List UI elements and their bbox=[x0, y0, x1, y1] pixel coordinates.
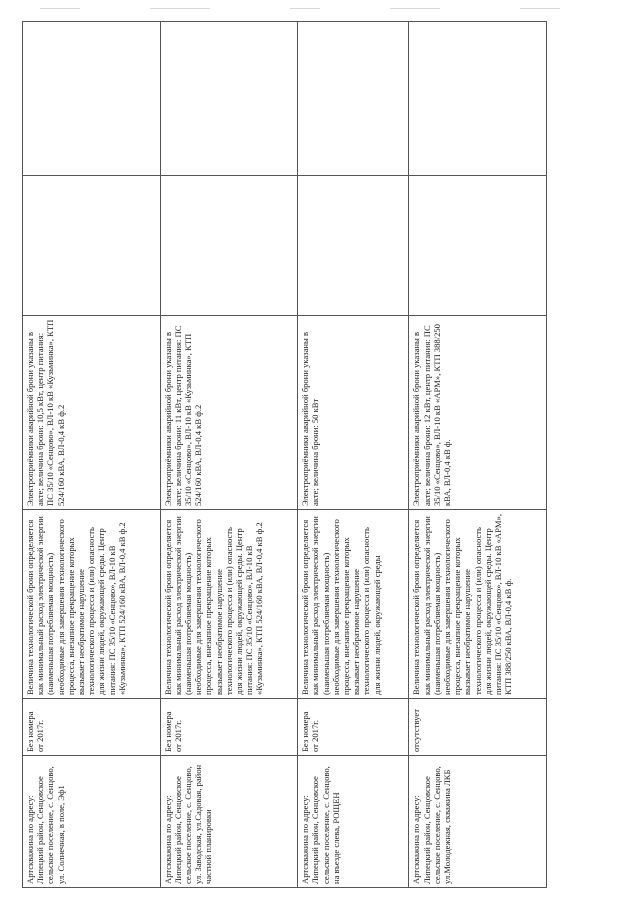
address-cell: Артскважина по адресу: Липецкий район, Сенцовское сельское поселение, с. Сенцово, на въезде слева, РОЩЕН bbox=[298, 756, 409, 888]
document-cell: Без номера от 2017г. bbox=[23, 699, 161, 756]
empty-cell bbox=[298, 22, 409, 176]
table-row bbox=[23, 22, 161, 888]
emergency-armor-cell: Электроприёмники аварийной брони указаны в акте; величина брони: 12 кВт, центр питания: ПС 35/10 «Сенцово», ВЛ-10 кВ «АРМ», КТП 388/250 кВА, ВЛ-0,4 кВ ф. bbox=[409, 316, 547, 510]
table-row bbox=[298, 22, 409, 888]
empty-cell bbox=[23, 176, 161, 316]
table-row bbox=[160, 22, 298, 888]
empty-cell bbox=[23, 22, 161, 176]
address-cell: Артскважина по адресу: Липецкий район, Сенцовское сельское поселение, с. Сенцово, ул. Заводская, ул.Садовая, район частной планировки bbox=[160, 756, 298, 888]
emergency-armor-cell: Электроприёмники аварийной брони указаны в акте; величина брони: 11 кВт, центр питания: ПС 35/10 «Сенцово», ВЛ-10 кВ «Кузьминка», КТП 524/160 кВА, ВЛ-0,4 кВ ф.2 bbox=[160, 316, 298, 510]
scan-mark bbox=[290, 8, 320, 9]
document-cell: Без номера от 2017г. bbox=[160, 699, 298, 756]
tech-armor-cell: Величина технологической брони определяется как минимальный расход электрической энергии (наименьшая потребляемая мощность) необходимые для завершения технологического процесса, внезапное прекращение которых вызывает необратимое нарушение технологического процесса и (или) опасность для жизни людей, окружающей среды. Центр питания: ПС 35/10 «Сенцово», ВЛ-10 кВ «Кузьминка», КТП 524/160 кВА, ВЛ-0,4 кВ ф.2 bbox=[160, 510, 298, 699]
scan-mark bbox=[390, 8, 440, 9]
empty-cell bbox=[409, 176, 547, 316]
empty-cell bbox=[160, 176, 298, 316]
tech-armor-cell: Величина технологической брони определяется как минимальный расход электрической энергии (наименьшая потребляемая мощность) необходимые для завершения технологического процесса, внезапное прекращение которых вызывает необратимое нарушение технологического процесса и (или) опасность для жизни людей, окружающей среды. Центр питания: ПС 35/10 «Сенцово», ВЛ-10 кВ «АРМ», КТП 388/250 кВА, ВЛ-0,4 кВ ф. bbox=[409, 510, 547, 699]
tech-armor-cell: Величина технологической брони определяется как минимальный расход электрической энергии (наименьшая потребляемая мощность) необходимые для завершения технологического процесса, внезапное прекращение которых вызывает необратимое нарушение технологического процесса и (или) опасность для жизни людей, окружающей среды bbox=[298, 510, 409, 699]
table-row bbox=[409, 22, 547, 888]
emergency-armor-cell: Электроприёмники аварийной брони указаны в акте; величина брони: 50 кВт bbox=[298, 316, 409, 510]
tech-armor-cell: Величина технологической брони определяется как минимальный расход электрической энергии (наименьшая потребляемая мощность) необходимые для завершения технологического процесса, внезапное прекращение которых вызывает необратимое нарушение технологического процесса и (или) опасность для жизни людей, окружающей среды. Центр питания: ПС 35/10 «Сенцово», ВЛ-10 кВ «Кузьминка», КТП 524/160 кВА, ВЛ-0,4 кВ ф.2 bbox=[23, 510, 161, 699]
armor-table bbox=[22, 21, 547, 888]
empty-cell bbox=[160, 22, 298, 176]
empty-cell bbox=[298, 176, 409, 316]
address-cell: Артскважина по адресу: Липецкий район, Сенцовское сельское поселение, с. Сенцово, ул.Молодежная, скважина ЛКБ bbox=[409, 756, 547, 888]
document-cell: отсутствует bbox=[409, 699, 547, 756]
empty-cell bbox=[409, 22, 547, 176]
document-cell: Без номера от 2017г. bbox=[298, 699, 409, 756]
scan-mark bbox=[520, 8, 560, 9]
rotated-table-container bbox=[22, 22, 547, 888]
emergency-armor-cell: Электроприёмники аварийной брони указаны в акте; величина брони: 10,5 кВт, центр питания: ПС 35/10 «Сенцово», ВЛ-10 кВ «Кузьминка», КТП 524/160 кВА, ВЛ-0,4 кВ ф.2 bbox=[23, 316, 161, 510]
scan-mark bbox=[150, 8, 210, 9]
scan-mark bbox=[40, 8, 80, 9]
address-cell: Артскважина по адресу: Липецкий район, Сенцовское сельское поселение, с. Сенцово, ул. Солнечная, в поле, Эф1 bbox=[23, 756, 161, 888]
